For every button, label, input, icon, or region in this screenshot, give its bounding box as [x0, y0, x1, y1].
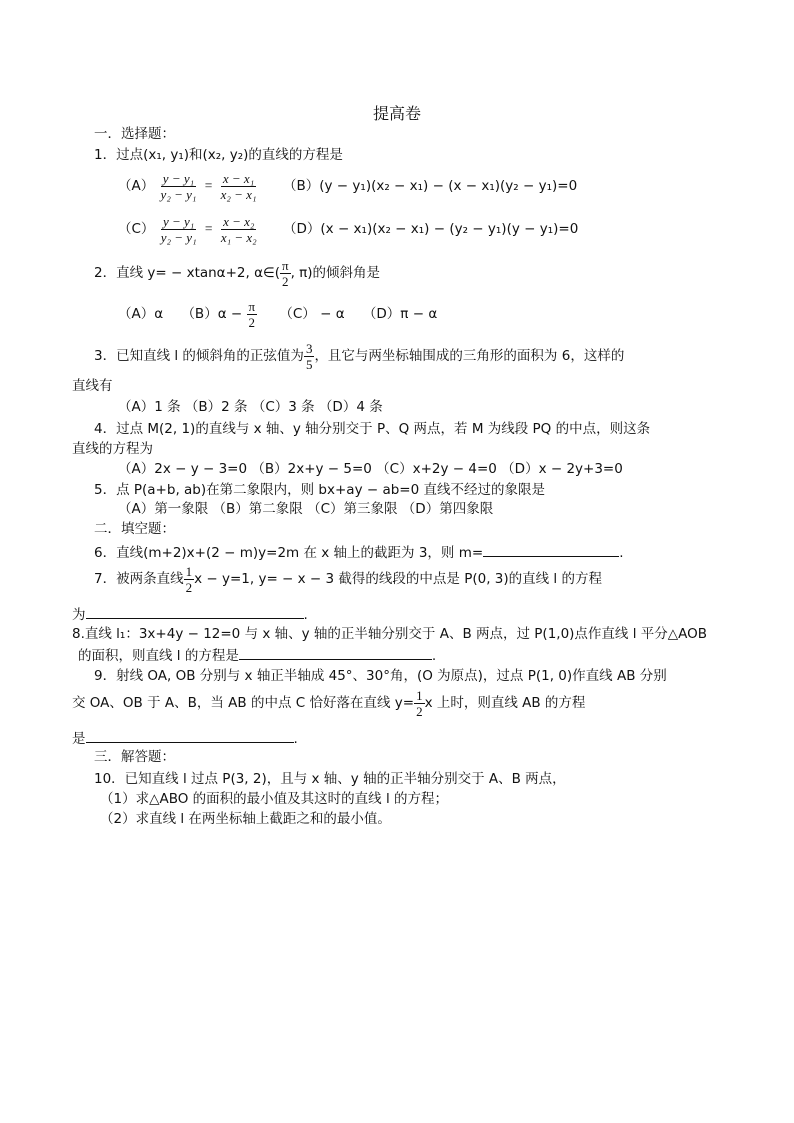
q9-frac-num: 1 [416, 687, 423, 703]
q9-line-2 [72, 686, 585, 720]
q1-option-d: （D）(x − x₁)(x₂ − x₁) − (y₂ − y₁)(y − y₁)=0 [283, 221, 579, 237]
q2-option-d: （D）π − α [362, 306, 438, 322]
q6-answer-blank[interactable] [483, 542, 619, 557]
q1-c-right-den: x₁ − x₂ [220, 229, 257, 245]
q7-answer-blank[interactable] [86, 604, 304, 619]
q5-stem: 5．点 P(a+b, ab)在第二象限内，则 bx+ay − ab=0 直线不经过的象限是 [94, 482, 545, 498]
q7-stem-fraction [184, 564, 195, 595]
q8-stem-continued: 的面积，则直线 l 的方程是 [78, 648, 239, 664]
q1-c-label: （C） [118, 221, 155, 237]
q1-option-a [118, 168, 258, 204]
q1-a-label: （A） [118, 178, 155, 194]
q2-stem-fraction [280, 258, 291, 289]
q5-options: （A）第一象限 （B）第二象限 （C）第三象限 （D）第四象限 [118, 501, 494, 517]
q1-option-c [118, 211, 259, 247]
q9-frac-den: 2 [416, 703, 423, 719]
q2-b-num: π [248, 298, 256, 314]
q1-a-equals: = [204, 178, 213, 193]
q9-stem-mid: 交 OA、OB 于 A、B，当 AB 的中点 C 恰好落在直线 y= [72, 695, 415, 711]
q7-end: . [303, 607, 308, 623]
q2-option-c: （C） − α [279, 306, 345, 322]
section-answer-heading: 三．解答题： [94, 749, 175, 765]
section-fill-heading: 二．填空题： [94, 521, 175, 537]
q1-c-equals: = [204, 221, 213, 236]
q7-stem-continued: 为 [72, 607, 86, 623]
q2-b-den: 2 [248, 314, 256, 330]
q9-line-3 [72, 728, 298, 748]
q6-stem: 6．直线(m+2)x+(2 − m)y=2m 在 x 轴上的截距为 3，则 m= [94, 545, 484, 561]
q2-frac-num: π [282, 257, 289, 273]
q1-a-right-fraction [219, 171, 259, 202]
q2-options [118, 297, 437, 331]
q3-options: （A）1 条 （B）2 条 （C）3 条 （D）4 条 [118, 399, 383, 415]
q3-stem-continued: 直线有 [72, 378, 113, 394]
page-title: 提高卷 [372, 104, 421, 123]
q8-answer-blank[interactable] [239, 645, 432, 660]
q7-line-2 [72, 604, 308, 624]
q7-frac-den: 2 [185, 579, 193, 595]
q4-stem-continued: 直线的方程为 [72, 441, 153, 457]
q4-options: （A）2x − y − 3=0 （B）2x+y − 5=0 （C）x+2y − 4=0 （D）x − 2y+3=0 [118, 461, 623, 477]
q3-stem [94, 339, 624, 373]
q9-stem-end: x 上时，则直线 AB 的方程 [424, 695, 586, 711]
q1-option-b: （B）(y − y₁)(x₂ − x₁) − (x − x₁)(y₂ − y₁)=0 [283, 178, 578, 194]
section-choice-heading: 一．选择题： [94, 126, 175, 142]
q3-stem-end: ，且它与两坐标轴围成的三角形的面积为 6，这样的 [314, 348, 625, 364]
q1-c-left-num: y − y₁ [162, 213, 195, 229]
q10-part-1: （1）求△ABO 的面积的最小值及其这时的直线 l 的方程； [100, 791, 448, 807]
q8-stem: 8.直线 l₁：3x+4y − 12=0 与 x 轴、y 轴的正半轴分别交于 A、B 两点，过 P(1,0)点作直线 l 平分△AOB [72, 626, 708, 642]
q7-stem-start: 7．被两条直线 [94, 571, 184, 587]
q2-option-b: （B）α − [181, 306, 243, 322]
q6-line [94, 542, 623, 562]
q7-stem [94, 562, 602, 596]
q4-stem: 4．过点 M(2, 1)的直线与 x 轴、y 轴分别交于 P、Q 两点，若 M 为线段 PQ 的中点，则这条 [94, 421, 651, 437]
q10-stem: 10．已知直线 l 过点 P(3, 2)，且与 x 轴、y 轴的正半轴分别交于 A、B 两点， [94, 771, 566, 787]
q3-frac-num: 3 [305, 340, 313, 356]
q1-c-left-den: y₂ − y₁ [160, 229, 197, 245]
q3-stem-fraction [304, 341, 315, 372]
q2-frac-den: 2 [282, 273, 289, 289]
q2-option-b-fraction [247, 299, 258, 330]
q2-stem-start: 2．直线 y= − xtanα+2, α∈( [94, 265, 280, 281]
q3-frac-den: 5 [305, 356, 313, 372]
q8-end: . [431, 648, 437, 664]
q3-stem-start: 3．已知直线 l 的倾斜角的正弦值为 [94, 348, 304, 364]
q6-end: . [619, 545, 624, 561]
q1-c-left-fraction [159, 214, 199, 245]
q1-a-left-den: y₂ − y₁ [160, 186, 197, 202]
q1-c-right-fraction [219, 214, 259, 245]
q1-stem: 1．过点(x₁, y₁)和(x₂, y₂)的直线的方程是 [94, 147, 343, 163]
q1-a-right-num: x − x₁ [222, 170, 255, 186]
q1-a-right-den: x₂ − x₁ [220, 186, 257, 202]
q2-stem [94, 256, 380, 290]
q9-stem: 9．射线 OA, OB 分别与 x 轴正半轴成 45°、30°角，(O 为原点)，过点 P(1, 0)作直线 AB 分别 [94, 668, 667, 684]
q7-frac-num: 1 [185, 563, 193, 579]
q9-answer-blank[interactable] [86, 728, 294, 743]
q1-c-right-num: x − x₂ [223, 213, 255, 229]
q9-stem-continued: 是 [72, 731, 86, 747]
q1-a-left-fraction [159, 171, 199, 202]
q8-line-2 [78, 645, 436, 665]
q1-a-left-num: y − y₁ [162, 170, 195, 186]
q9-stem-fraction [414, 688, 425, 719]
q7-stem-end: x − y=1, y= − x − 3 截得的线段的中点是 P(0, 3)的直线 l 的方程 [194, 571, 602, 587]
q10-part-2: （2）求直线 l 在两坐标轴上截距之和的最小值。 [100, 811, 391, 827]
q9-end: . [293, 731, 298, 747]
q2-stem-end: , π)的倾斜角是 [290, 265, 381, 281]
q2-option-a: （A）α [118, 306, 164, 322]
